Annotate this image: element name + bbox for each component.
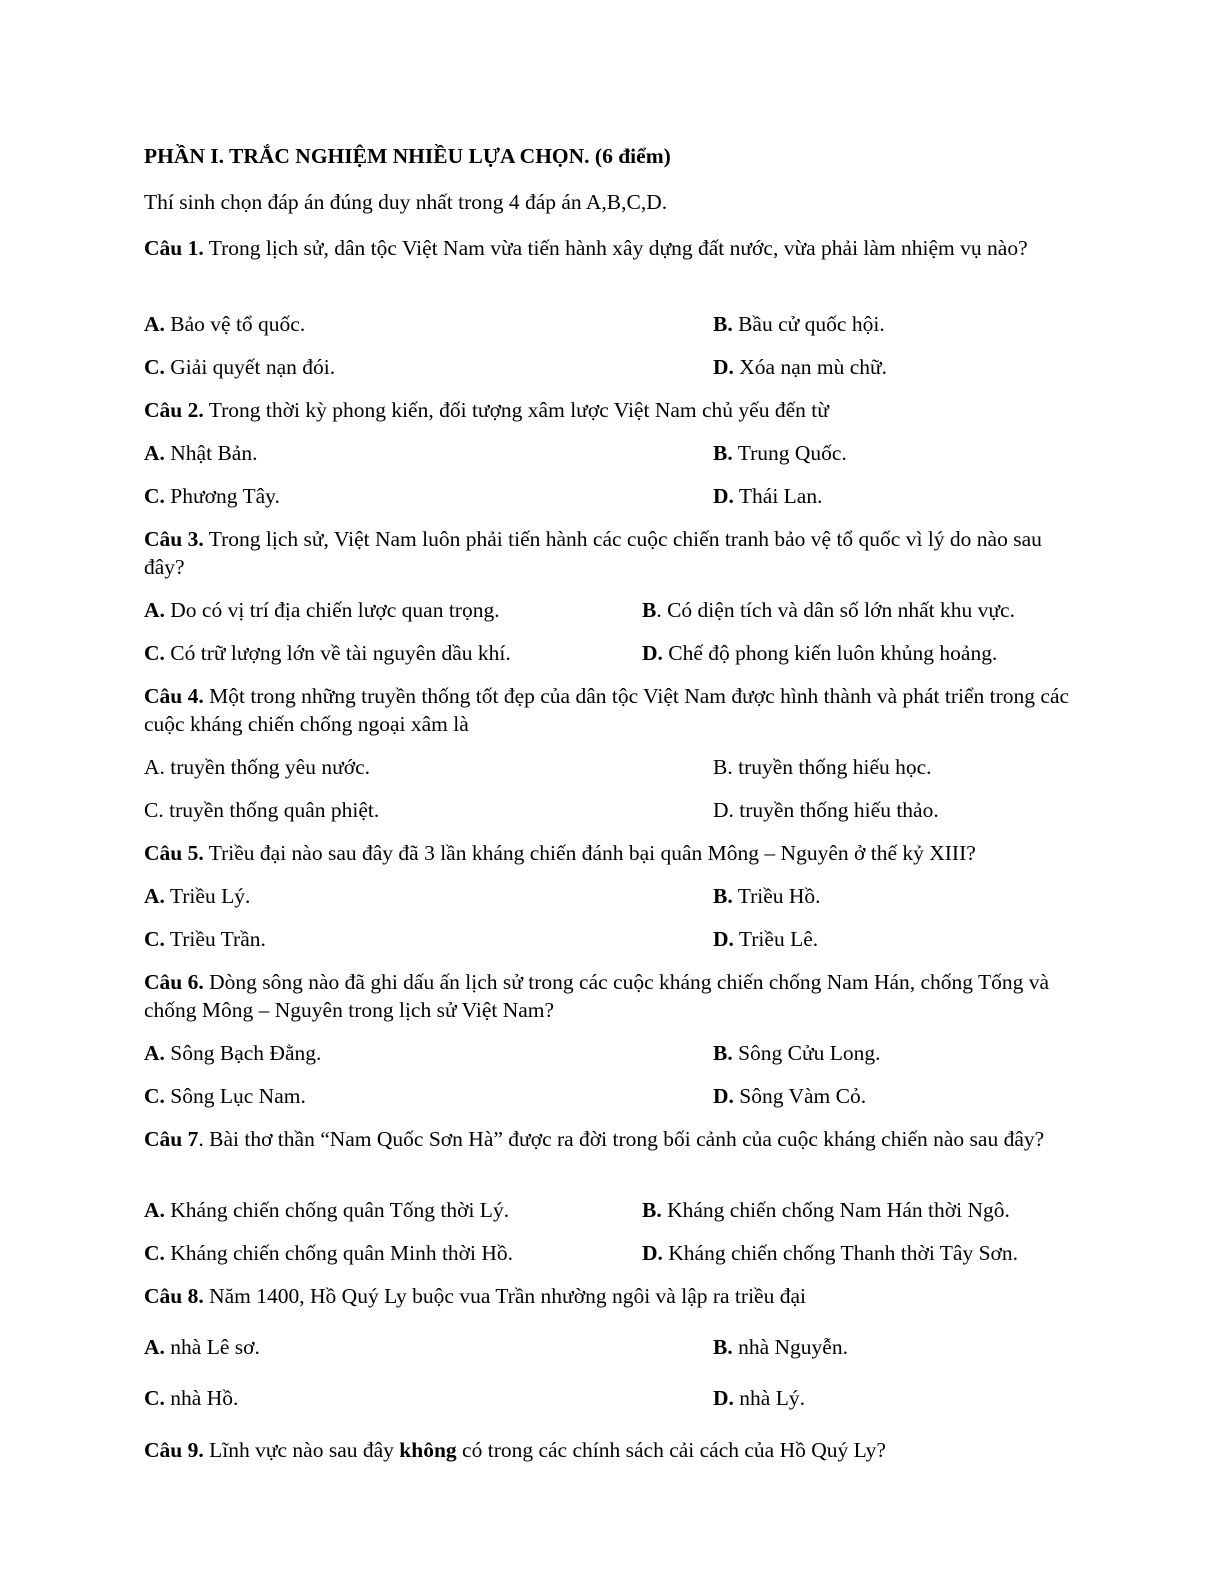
option-3a[interactable]: A. Do có vị trí địa chiến lược quan trọng.: [144, 598, 500, 622]
option-7d[interactable]: D. Kháng chiến chống Thanh thời Tây Sơn.: [642, 1241, 1019, 1265]
option-5b[interactable]: B. Triều Hồ.: [713, 884, 821, 908]
question-text: Dòng sông nào đã ghi dấu ấn lịch sử trong các cuộc kháng chiến chống Nam Hán, chống Tống và chống Mông – Nguyên trong lịch sử Việt Nam?: [144, 970, 1050, 1022]
question-label: Câu 4.: [144, 684, 204, 708]
option-5d[interactable]: D. Triều Lê.: [713, 927, 819, 951]
option-2b[interactable]: B. Trung Quốc.: [713, 441, 847, 465]
option-3d[interactable]: D. Chế độ phong kiến luôn khủng hoảng.: [642, 641, 998, 665]
question-3: [144, 525, 1074, 581]
option-5a[interactable]: A. Triều Lý.: [144, 884, 251, 908]
option-7c[interactable]: C. Kháng chiến chống quân Minh thời Hồ.: [144, 1241, 514, 1265]
option-7a[interactable]: A. Kháng chiến chống quân Tống thời Lý.: [144, 1198, 510, 1222]
option-8a[interactable]: A. nhà Lê sơ.: [144, 1335, 260, 1359]
question-9: Câu 9. Lĩnh vực nào sau đây không có trong các chính sách cải cách của Hồ Quý Ly?: [144, 1438, 886, 1462]
option-8c[interactable]: C. nhà Hồ.: [144, 1386, 239, 1410]
option-8b[interactable]: B. nhà Nguyễn.: [713, 1335, 848, 1359]
question-label: Câu 1.: [144, 236, 204, 260]
question-7: [144, 1125, 1074, 1153]
question-text: Triều đại nào sau đây đã 3 lần kháng chiến đánh bại quân Mông – Nguyên ở thế kỷ XIII?: [203, 841, 976, 865]
question-label: Câu 5.: [144, 841, 204, 865]
section-title: PHẦN I. TRẮC NGHIỆM NHIỀU LỰA CHỌN. (6 điểm): [144, 144, 671, 168]
option-6d[interactable]: D. Sông Vàm Cỏ.: [713, 1084, 867, 1108]
question-label: Câu 2.: [144, 398, 204, 422]
option-6b[interactable]: B. Sông Cửu Long.: [713, 1041, 881, 1065]
question-4: [144, 682, 1074, 738]
option-6c[interactable]: C. Sông Lục Nam.: [144, 1084, 306, 1108]
emphasis-not: không: [399, 1438, 457, 1462]
option-1d[interactable]: D. Xóa nạn mù chữ.: [713, 355, 888, 379]
question-text: Trong thời kỳ phong kiến, đối tượng xâm lược Việt Nam chủ yếu đến từ: [203, 398, 829, 422]
option-4a[interactable]: A. truyền thống yêu nước.: [144, 755, 371, 779]
option-3b[interactable]: B. Có diện tích và dân số lớn nhất khu vực.: [642, 598, 1015, 622]
question-8: [144, 1282, 1074, 1310]
question-label: Câu 7: [144, 1127, 199, 1151]
option-1b[interactable]: B. Bầu cử quốc hội.: [713, 312, 885, 336]
question-5: [144, 839, 1074, 867]
option-4b[interactable]: B. truyền thống hiếu học.: [713, 755, 932, 779]
question-label: Câu 3.: [144, 527, 204, 551]
question-label: Câu 6.: [144, 970, 204, 994]
question-text: Một trong những truyền thống tốt đẹp của dân tộc Việt Nam được hình thành và phát triển trong các cuộc kháng chiến chống ngoại xâm là: [144, 684, 1070, 736]
question-label: Câu 8.: [144, 1284, 204, 1308]
question-text: . Bài thơ thần “Nam Quốc Sơn Hà” được ra đời trong bối cảnh của cuộc kháng chiến nào sau đây?: [198, 1127, 1045, 1151]
option-4c[interactable]: C. truyền thống quân phiệt.: [144, 798, 380, 822]
option-4d[interactable]: D. truyền thống hiếu thảo.: [713, 798, 939, 822]
option-1a[interactable]: A. Bảo vệ tổ quốc.: [144, 312, 306, 336]
question-text: Trong lịch sử, dân tộc Việt Nam vừa tiến hành xây dựng đất nước, vừa phải làm nhiệm vụ nào?: [203, 236, 1028, 260]
option-5c[interactable]: C. Triều Trần.: [144, 927, 266, 951]
question-2: [144, 396, 1074, 424]
option-8d[interactable]: D. nhà Lý.: [713, 1386, 805, 1410]
option-6a[interactable]: A. Sông Bạch Đằng.: [144, 1041, 322, 1065]
option-2d[interactable]: D. Thái Lan.: [713, 484, 823, 508]
option-1c[interactable]: C. Giải quyết nạn đói.: [144, 355, 336, 379]
section-instruction: Thí sinh chọn đáp án đúng duy nhất trong 4 đáp án A,B,C,D.: [144, 190, 668, 214]
option-7b[interactable]: B. Kháng chiến chống Nam Hán thời Ngô.: [642, 1198, 1010, 1222]
option-2a[interactable]: A. Nhật Bản.: [144, 441, 258, 465]
option-3c[interactable]: C. Có trữ lượng lớn về tài nguyên dầu khí.: [144, 641, 511, 665]
question-text: Năm 1400, Hồ Quý Ly buộc vua Trần nhường ngôi và lập ra triều đại: [203, 1284, 806, 1308]
question-6: [144, 968, 1074, 1024]
question-text: Trong lịch sử, Việt Nam luôn phải tiến hành các cuộc chiến tranh bảo vệ tổ quốc vì lý do nào sau đây?: [144, 527, 1042, 579]
question-label: Câu 9.: [144, 1438, 204, 1462]
option-2c[interactable]: C. Phương Tây.: [144, 484, 280, 508]
question-1: [144, 234, 1074, 262]
